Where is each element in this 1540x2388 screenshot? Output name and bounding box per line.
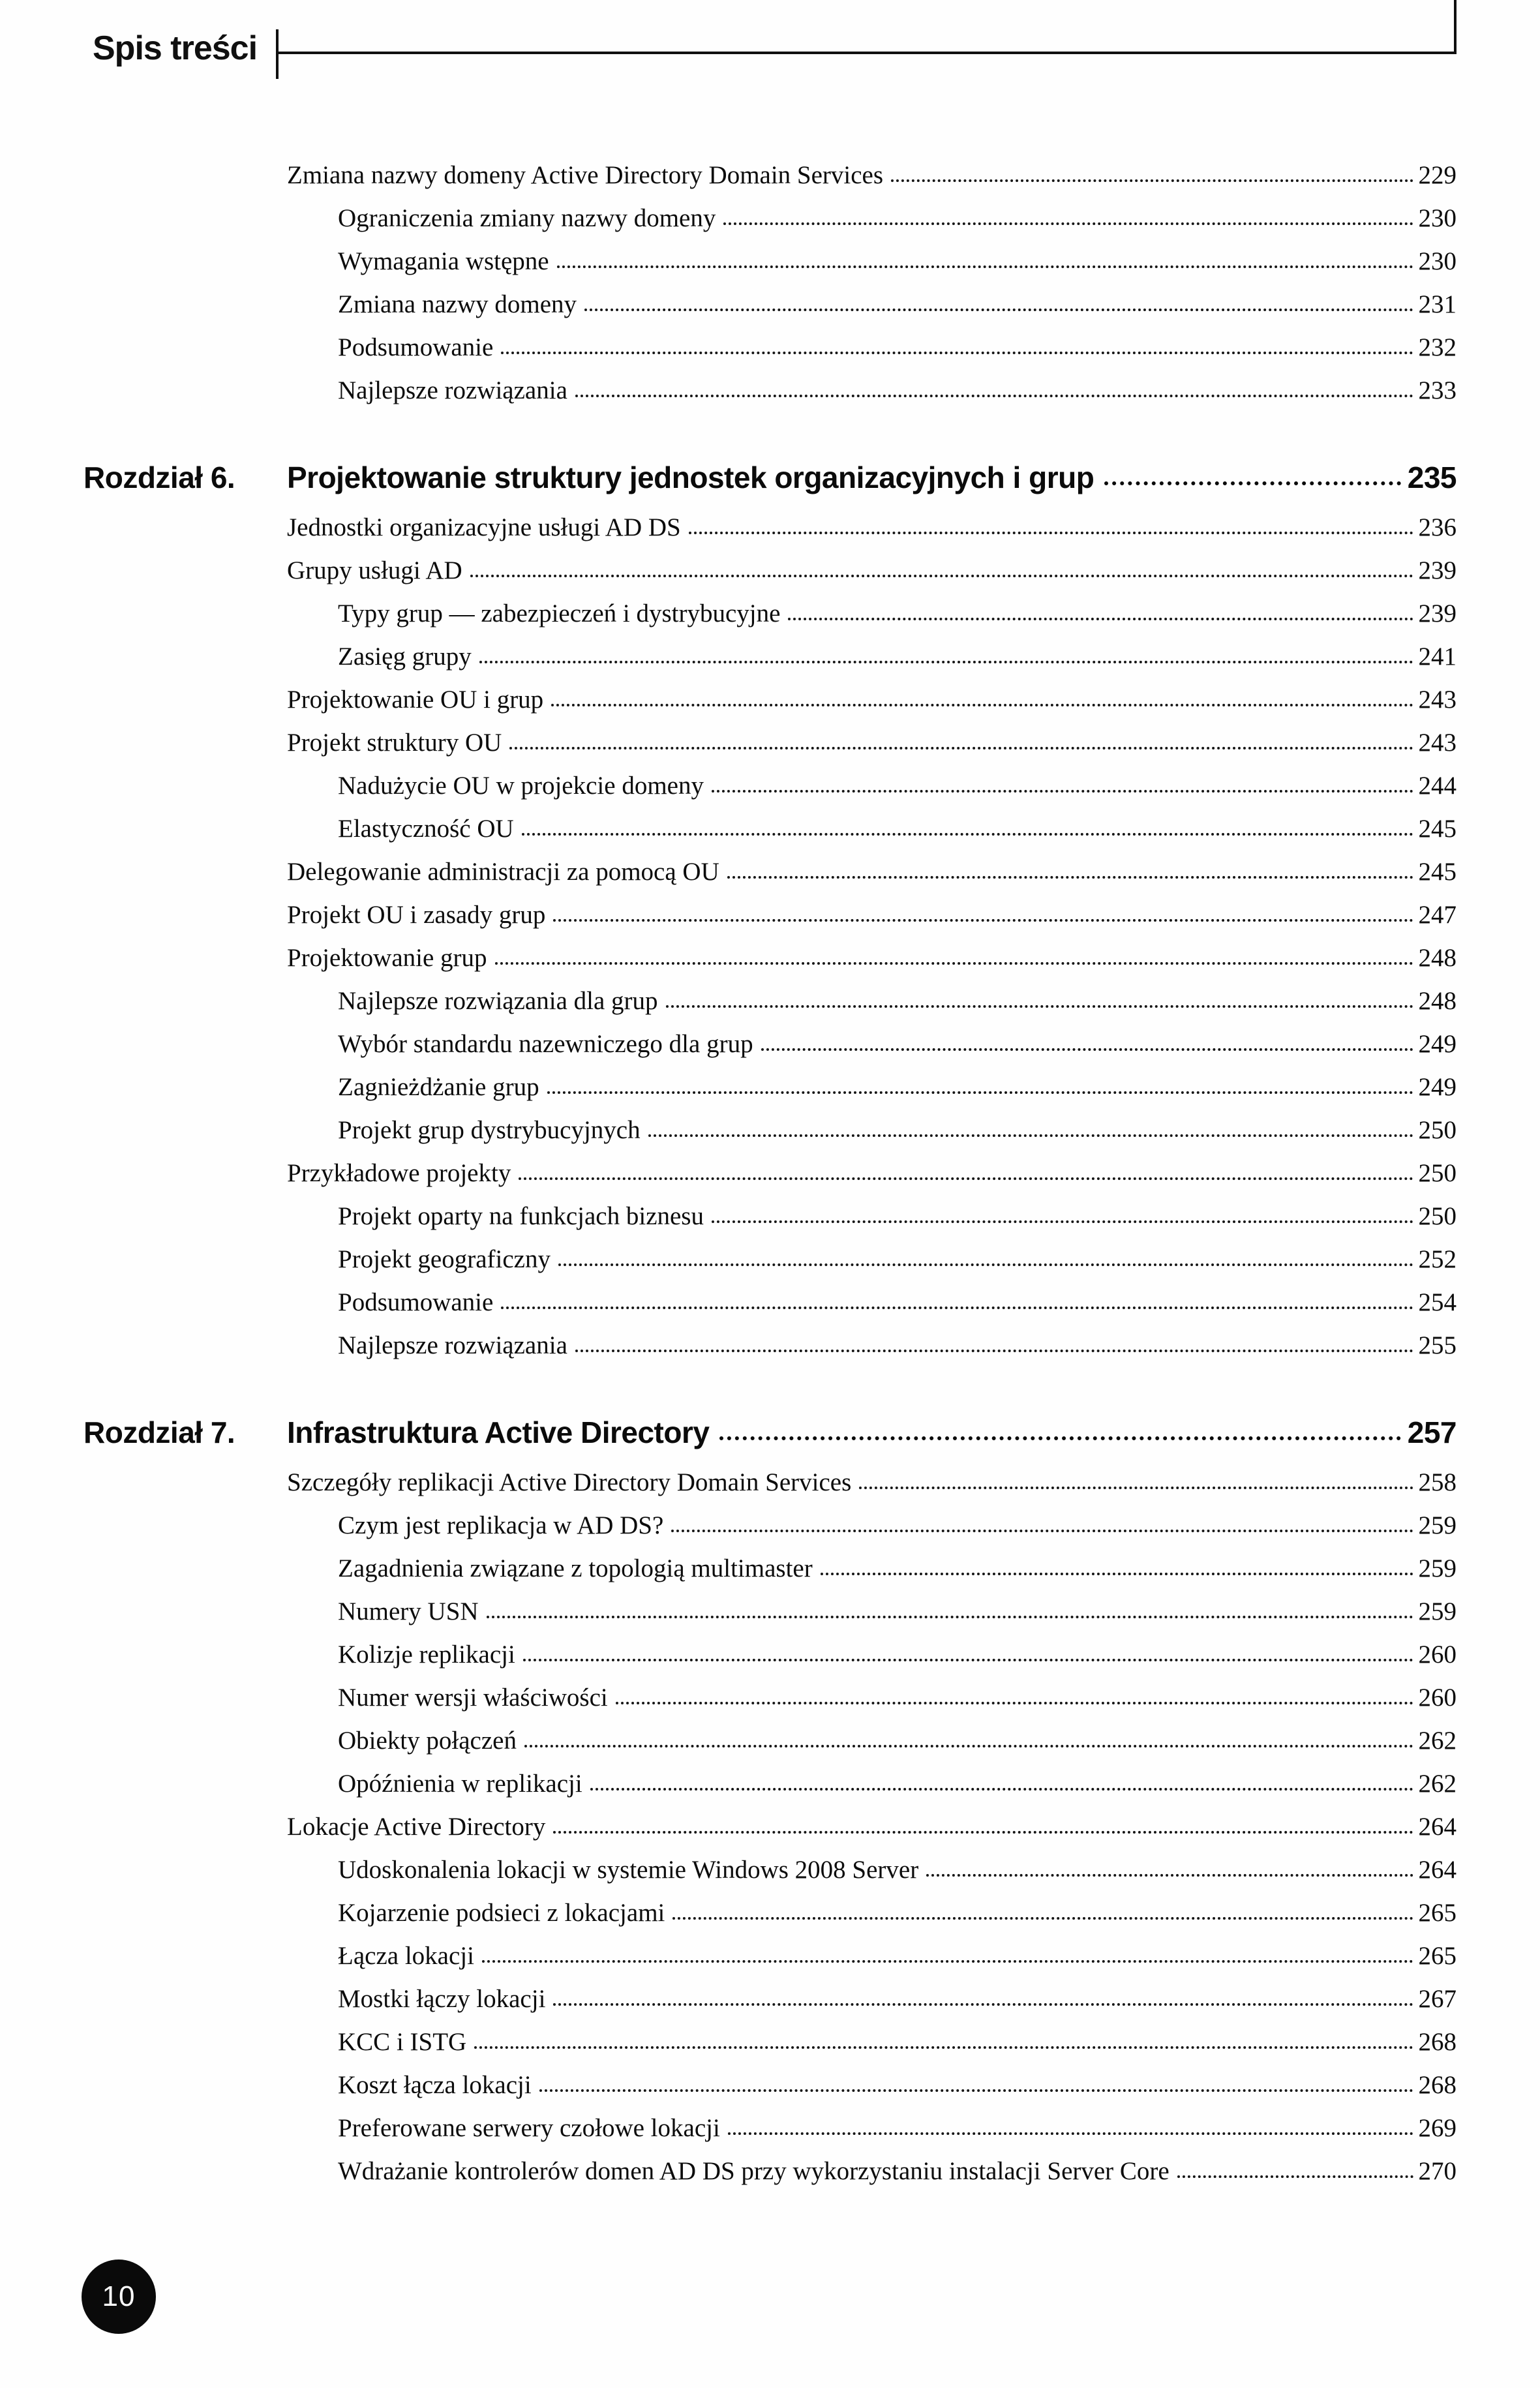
entry-page-number: 258 [1418, 1468, 1457, 1496]
toc-entry [287, 1195, 1457, 1238]
dotted-leader [821, 1573, 1413, 1575]
entry-title: Ograniczenia zmiany nazwy domeny [338, 204, 716, 232]
header-rule-right-tick [1454, 0, 1457, 54]
entry-title: Projekt geograficzny [338, 1245, 551, 1273]
entry-title: Opóźnienia w replikacji [338, 1770, 582, 1798]
toc-entry [287, 326, 1457, 369]
entry-title: Wybór standardu nazewniczego dla grup [338, 1030, 753, 1058]
entry-title: Delegowanie administracji za pomocą OU [287, 858, 719, 886]
toc-entry [287, 1066, 1457, 1109]
entry-title: Projektowanie grup [287, 944, 487, 972]
dotted-leader [727, 876, 1413, 879]
toc-entry [287, 2107, 1457, 2150]
entry-title: Elastyczność OU [338, 815, 514, 843]
toc-entry [287, 1504, 1457, 1547]
dotted-leader [1177, 2175, 1413, 2178]
entry-page-number: 260 [1418, 1684, 1457, 1712]
entry-title: Grupy usługi AD [287, 556, 462, 584]
dotted-leader [474, 2046, 1413, 2049]
entry-title: Udoskonalenia lokacji w systemie Windows 2008 Server [338, 1856, 919, 1884]
dotted-leader [859, 1487, 1413, 1489]
toc-entry [287, 1238, 1457, 1281]
toc-entry [287, 2064, 1457, 2107]
entry-title: Numery USN [338, 1597, 479, 1625]
entry-title: Numer wersji właściwości [338, 1684, 608, 1712]
dotted-leader [509, 747, 1413, 749]
chapter-title: Infrastruktura Active Directory [287, 1415, 710, 1449]
entry-page-number: 248 [1418, 987, 1457, 1015]
dotted-leader [671, 1530, 1413, 1532]
toc-entry [287, 1849, 1457, 1892]
toc-entry [287, 937, 1457, 980]
dotted-leader [672, 1917, 1413, 1920]
page-title: Spis treści [93, 29, 258, 67]
toc-entry [287, 369, 1457, 412]
dotted-leader [689, 532, 1413, 534]
entry-page-number: 259 [1418, 1554, 1457, 1582]
toc-entry [287, 1109, 1457, 1152]
entry-page-number: 243 [1418, 729, 1457, 757]
entry-page-number: 236 [1418, 513, 1457, 541]
entry-title: Zagnieżdżanie grup [338, 1073, 539, 1101]
toc-entry [287, 1633, 1457, 1676]
entry-title: Wdrażanie kontrolerów domen AD DS przy wykorzystaniu instalacji Server Core [338, 2157, 1170, 2185]
toc-entry [287, 678, 1457, 721]
toc-entry [287, 1547, 1457, 1590]
dotted-leader [495, 962, 1413, 965]
chapter-title: Projektowanie struktury jednostek organizacyjnych i grup [287, 461, 1095, 494]
entry-page-number: 231 [1418, 290, 1457, 318]
entry-title: Projekt oparty na funkcjach biznesu [338, 1202, 704, 1230]
entry-page-number: 250 [1418, 1116, 1457, 1144]
entry-page-number: 232 [1418, 333, 1457, 361]
toc-entry [287, 1719, 1457, 1762]
entry-page-number: 264 [1418, 1813, 1457, 1841]
entry-page-number: 265 [1418, 1899, 1457, 1927]
entry-page-number: 230 [1418, 247, 1457, 275]
dotted-leader [524, 1745, 1413, 1747]
entry-page-number: 262 [1418, 1770, 1457, 1798]
entry-title: Najlepsze rozwiązania [338, 376, 567, 404]
dotted-leader [519, 1177, 1413, 1180]
entry-page-number: 255 [1418, 1331, 1457, 1359]
dotted-leader [575, 395, 1413, 397]
entry-title: Lokacje Active Directory [287, 1813, 546, 1841]
chapter-heading [83, 449, 1457, 506]
dotted-leader [557, 265, 1413, 268]
entry-title: Zasięg grupy [338, 642, 472, 671]
dotted-leader [539, 2089, 1413, 2092]
dotted-leader [551, 704, 1413, 706]
dotted-leader [501, 352, 1413, 354]
toc-section [287, 154, 1457, 412]
entry-page-number: 248 [1418, 944, 1457, 972]
toc-entry [287, 894, 1457, 937]
entry-title: Zagadnienia związane z topologią multimaster [338, 1554, 813, 1582]
chapter-label: Rozdział 7. [83, 1415, 235, 1449]
toc-entry [287, 1806, 1457, 1849]
toc-entry [287, 197, 1457, 240]
entry-page-number: 229 [1418, 161, 1457, 189]
entry-title: KCC i ISTG [338, 2028, 467, 2056]
entry-title: Podsumowanie [338, 1288, 494, 1316]
toc-entry [287, 1978, 1457, 2021]
toc-entry [287, 1023, 1457, 1066]
dotted-leader [487, 1616, 1413, 1618]
entry-title: Łącza lokacji [338, 1942, 474, 1970]
toc-entry [287, 1461, 1457, 1504]
dotted-leader [728, 2132, 1413, 2135]
entry-page-number: 265 [1418, 1942, 1457, 1970]
page-number: 10 [102, 2280, 136, 2312]
dotted-leader [891, 179, 1413, 182]
toc-section [83, 1404, 1457, 2193]
entry-page-number: 268 [1418, 2028, 1457, 2056]
entry-title: Zmiana nazwy domeny [338, 290, 577, 318]
toc-entry [287, 240, 1457, 283]
entry-title: Projekt OU i zasady grup [287, 901, 546, 929]
toc-entry [287, 1676, 1457, 1719]
entry-title: Projekt grup dystrybucyjnych [338, 1116, 641, 1144]
toc-entry [287, 1281, 1457, 1324]
toc-entry [287, 2150, 1457, 2193]
entry-title: Projekt struktury OU [287, 729, 502, 757]
toc-sections [83, 154, 1457, 2193]
toc-entry [287, 851, 1457, 894]
header-rule-left-tick [276, 29, 279, 79]
entry-title: Projektowanie OU i grup [287, 686, 544, 714]
dotted-leader [482, 1960, 1413, 1963]
entry-page-number: 245 [1418, 858, 1457, 886]
entry-page-number: 267 [1418, 1985, 1457, 2013]
entry-page-number: 230 [1418, 204, 1457, 232]
toc-section [83, 449, 1457, 1367]
toc-entry [287, 506, 1457, 549]
entry-page-number: 262 [1418, 1727, 1457, 1755]
chapter-page-number: 235 [1407, 461, 1457, 494]
toc-entry [287, 980, 1457, 1023]
dotted-leader [523, 1659, 1413, 1661]
entry-page-number: 249 [1418, 1030, 1457, 1058]
entry-title: Zmiana nazwy domeny Active Directory Domain Services [287, 161, 884, 189]
dotted-leader [616, 1702, 1413, 1704]
entry-title: Preferowane serwery czołowe lokacji [338, 2114, 720, 2142]
toc-entry [287, 1935, 1457, 1978]
toc-entry [287, 764, 1457, 808]
entry-page-number: 270 [1418, 2157, 1457, 2185]
toc-entry [287, 1152, 1457, 1195]
toc-entry [287, 1324, 1457, 1367]
entry-title: Obiekty połączeń [338, 1727, 517, 1755]
dotted-leader [712, 790, 1413, 793]
entry-page-number: 244 [1418, 772, 1457, 800]
dotted-leader [723, 222, 1413, 225]
entry-title: Kojarzenie podsieci z lokacjami [338, 1899, 665, 1927]
dotted-leader [558, 1263, 1413, 1266]
dotted-leader [547, 1091, 1413, 1094]
toc-entry [287, 2021, 1457, 2064]
toc-entry [287, 1762, 1457, 1806]
dotted-leader [1104, 481, 1400, 485]
dotted-leader [761, 1048, 1413, 1051]
toc-entry [287, 808, 1457, 851]
entry-page-number: 249 [1418, 1073, 1457, 1101]
chapter-label: Rozdział 6. [83, 461, 235, 494]
dotted-leader [590, 1788, 1413, 1791]
dotted-leader [553, 1831, 1413, 1834]
chapter-page-number: 257 [1407, 1415, 1457, 1449]
entry-title: Podsumowanie [338, 333, 494, 361]
dotted-leader [553, 919, 1413, 922]
entry-page-number: 243 [1418, 686, 1457, 714]
entry-title: Mostki łączy lokacji [338, 1985, 546, 2013]
dotted-leader [470, 575, 1413, 577]
entry-page-number: 264 [1418, 1856, 1457, 1884]
toc-entry [287, 592, 1457, 635]
entry-page-number: 241 [1418, 642, 1457, 671]
entry-page-number: 259 [1418, 1511, 1457, 1539]
entry-title: Typy grup — zabezpieczeń i dystrybucyjne [338, 599, 781, 627]
entry-page-number: 259 [1418, 1597, 1457, 1625]
toc-entry [287, 549, 1457, 592]
toc-entry [287, 283, 1457, 326]
entry-page-number: 269 [1418, 2114, 1457, 2142]
entry-page-number: 239 [1418, 599, 1457, 627]
toc-entry [287, 1590, 1457, 1633]
page-number-badge [82, 2260, 156, 2334]
entry-page-number: 247 [1418, 901, 1457, 929]
entry-title: Przykładowe projekty [287, 1159, 511, 1187]
chapter-heading [83, 1404, 1457, 1461]
entry-page-number: 252 [1418, 1245, 1457, 1273]
dotted-leader [584, 309, 1413, 311]
entry-page-number: 250 [1418, 1159, 1457, 1187]
dotted-leader [522, 833, 1413, 836]
entry-title: Najlepsze rozwiązania [338, 1331, 567, 1359]
dotted-leader [712, 1220, 1413, 1223]
entry-title: Jednostki organizacyjne usługi AD DS [287, 513, 681, 541]
toc-entry [287, 1892, 1457, 1935]
entry-title: Najlepsze rozwiązania dla grup [338, 987, 658, 1015]
entry-title: Wymagania wstępne [338, 247, 549, 275]
entry-page-number: 254 [1418, 1288, 1457, 1316]
entry-page-number: 233 [1418, 376, 1457, 404]
entry-title: Koszt łącza lokacji [338, 2071, 532, 2099]
dotted-leader [479, 661, 1413, 663]
entry-title: Kolizje replikacji [338, 1640, 515, 1669]
toc-entry [287, 635, 1457, 678]
dotted-leader [719, 1436, 1400, 1440]
dotted-leader [788, 618, 1413, 620]
entry-page-number: 268 [1418, 2071, 1457, 2099]
header-rule [277, 52, 1457, 54]
entry-page-number: 250 [1418, 1202, 1457, 1230]
entry-page-number: 239 [1418, 556, 1457, 584]
dotted-leader [553, 2003, 1413, 2006]
dotted-leader [648, 1134, 1413, 1137]
toc-entry [287, 154, 1457, 197]
entry-title: Czym jest replikacja w AD DS? [338, 1511, 664, 1539]
entry-title: Nadużycie OU w projekcie domeny [338, 772, 704, 800]
entry-title: Szczegóły replikacji Active Directory Domain Services [287, 1468, 852, 1496]
dotted-leader [926, 1874, 1413, 1877]
entry-page-number: 260 [1418, 1640, 1457, 1669]
toc-entry [287, 721, 1457, 764]
dotted-leader [501, 1307, 1413, 1309]
dotted-leader [666, 1005, 1413, 1008]
dotted-leader [575, 1350, 1413, 1352]
entry-page-number: 245 [1418, 815, 1457, 843]
